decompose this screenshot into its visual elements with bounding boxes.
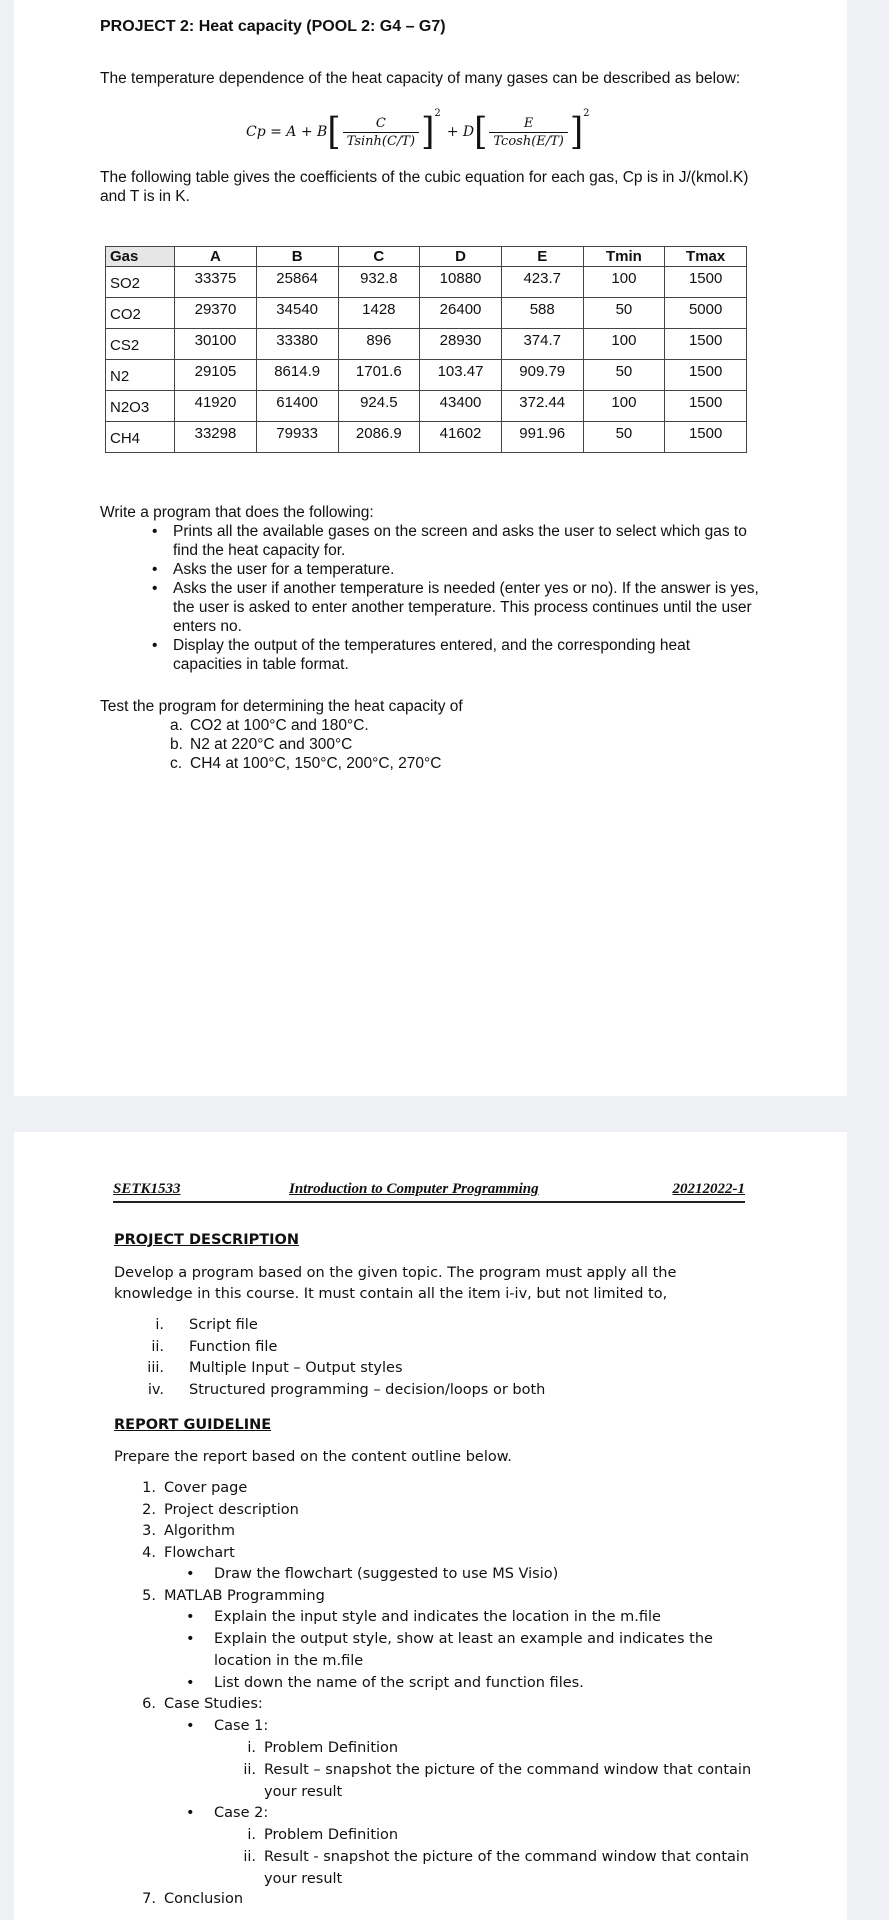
list-item: ii. Result - snapshot the picture of the command window that contain your result [243,1849,750,1887]
column-header: C [338,247,420,267]
intro-paragraph: The temperature dependence of the heat capacity of many gases can be described as below: [100,70,741,87]
list-item: • Explain the output style, show at least an example and indicates the location in the m.file [186,1631,713,1669]
table-cell: 50 [583,360,665,391]
gas-coefficient-table [105,246,747,453]
list-item: 7. Conclusion [142,1891,244,1907]
table-cell: 100 [583,391,665,422]
table-cell: 588 [501,298,583,329]
table-header-row [106,247,747,267]
list-item: • Display the output of the temperatures entered, and the corresponding heat capacities in table format. [100,636,760,674]
table-cell: 10880 [420,267,502,298]
table-cell: 33380 [256,329,338,360]
list-item: • Prints all the available gases on the screen and asks the user to select which gas to find the heat capacity for. [100,522,760,560]
project-title: PROJECT 2: Heat capacity (POOL 2: G4 – G7) [100,18,446,35]
table-cell: 1500 [665,360,747,391]
project-description-heading: PROJECT DESCRIPTION [114,1232,299,1248]
table-cell: 372.44 [501,391,583,422]
table-cell: 374.7 [501,329,583,360]
table-cell: 41602 [420,422,502,453]
column-header: E [501,247,583,267]
table-cell: 100 [583,267,665,298]
formula-term1-numerator: C [375,115,386,131]
table-cell: 41920 [175,391,257,422]
report-outline [114,1478,754,1564]
gas-name-cell: N2O3 [106,391,175,422]
test-cases-list [100,716,441,773]
table-cell: 932.8 [338,267,420,298]
table-cell: 423.7 [501,267,583,298]
table-cell: 34540 [256,298,338,329]
table-cell: 33375 [175,267,257,298]
table-cell: 1500 [665,329,747,360]
table-row [106,267,747,298]
table-cell: 43400 [420,391,502,422]
list-item: 4. Flowchart [142,1544,235,1561]
table-cell: 28930 [420,329,502,360]
list-item: 5. MATLAB Programming [142,1588,325,1604]
table-cell: 25864 [256,267,338,298]
formula-power-1: 2 [434,108,441,119]
case-2-bullet [114,1803,774,1825]
column-header: A [175,247,257,267]
case-1-bullet [114,1716,774,1738]
formula-term2-numerator: E [523,115,534,131]
matlab-bullets [114,1607,774,1695]
gas-name-cell: SO2 [106,267,175,298]
table-cell: 26400 [420,298,502,329]
list-item: 1. Cover page [142,1480,248,1496]
column-header: D [420,247,502,267]
list-item: c. CH4 at 100°C, 150°C, 200°C, 270°C [170,755,442,772]
gas-name-cell: CS2 [106,329,175,360]
course-header [113,1181,745,1203]
formula-lhs: Cp = A + B [246,124,328,140]
course-code: SETK1533 [113,1181,181,1197]
table-cell: 924.5 [338,391,420,422]
table-cell: 103.47 [420,360,502,391]
report-outline-7 [114,1889,754,1911]
heat-capacity-formula: Cp = A + B [ $\frac{C}{Tsinh(C/T)}$ ] 2 + D [ $\frac{E}{Tcosh(E/T)}$ ] 2 [246,108,590,154]
gas-name-cell: CH4 [106,422,175,453]
table-cell: 79933 [256,422,338,453]
gas-name-cell: N2 [106,360,175,391]
requirements-list [100,522,760,674]
list-item: ii. Result – snapshot the picture of the command window that contain your result [243,1762,752,1800]
table-cell: 50 [583,298,665,329]
list-item: • Asks the user for a temperature. [100,560,760,579]
formula-power-2: 2 [583,108,590,119]
list-item: • Case 2: [186,1805,269,1821]
report-outline-6 [114,1694,754,1716]
report-outline-5 [114,1586,754,1608]
table-cell: 1428 [338,298,420,329]
case-2-items [114,1825,774,1891]
course-name: Introduction to Computer Programming [289,1181,539,1197]
table-row [106,422,747,453]
column-header: Tmin [583,247,665,267]
table-cell: 5000 [665,298,747,329]
gas-name-cell: CO2 [106,298,175,329]
list-item: • Case 1: [186,1718,269,1734]
course-session: 20212022-1 [672,1181,745,1197]
write-program-text: Write a program that does the following: [100,504,374,521]
formula-term1-denominator: Tsinh(C/T) [343,132,419,149]
list-item: i. Problem Definition [247,1827,399,1843]
table-cell: 1701.6 [338,360,420,391]
list-item: a. CO2 at 100°C and 180°C. [170,717,369,734]
table-row [106,329,747,360]
table-cell: 991.96 [501,422,583,453]
list-item: 6. Case Studies: [142,1696,263,1712]
table-cell: 896 [338,329,420,360]
list-item: • List down the name of the script and function files. [186,1675,584,1691]
list-item: b. N2 at 220°C and 300°C [170,736,353,753]
column-header: Gas [106,247,175,267]
list-item: i. Problem Definition [247,1740,399,1756]
formula-plus-d: + D [446,124,475,140]
column-header: Tmax [665,247,747,267]
table-cell: 8614.9 [256,360,338,391]
list-item: • Draw the flowchart (suggested to use MS Visio) [186,1566,559,1582]
table-cell: 30100 [175,329,257,360]
table-cell: 29105 [175,360,257,391]
table-cell: 100 [583,329,665,360]
table-cell: 909.79 [501,360,583,391]
list-item: 3. Algorithm [142,1523,236,1540]
flowchart-bullets [114,1564,774,1586]
table-intro: The following table gives the coefficients of the cubic equation for each gas, Cp is in J/(kmol.K) and T is in K. [100,169,749,205]
table-cell: 1500 [665,422,747,453]
formula-term2-denominator: Tcosh(E/T) [489,132,568,149]
list-item: • Asks the user if another temperature is needed (enter yes or no). If the answer is yes, the user is asked to enter another temperature. This process continues until the user enters no. [100,579,760,636]
table-cell: 1500 [665,391,747,422]
report-guideline-heading: REPORT GUIDELINE [114,1417,272,1433]
table-cell: 33298 [175,422,257,453]
column-header: B [256,247,338,267]
table-cell: 29370 [175,298,257,329]
table-cell: 50 [583,422,665,453]
list-item: • Explain the input style and indicates the location in the m.file [186,1609,661,1625]
table-cell: 2086.9 [338,422,420,453]
table-row [106,298,747,329]
project-description-text: Develop a program based on the given topic. The program must apply all the knowledge in this course. It must contain all the item i-iv, but not limited to, [114,1265,677,1302]
test-intro: Test the program for determining the heat capacity of [100,698,463,715]
list-item: 2. Project description [142,1501,299,1518]
table-row [106,360,747,391]
table-cell: 61400 [256,391,338,422]
report-intro: Prepare the report based on the content outline below. [114,1449,512,1465]
case-1-items [114,1738,774,1804]
table-row [106,391,747,422]
table-cell: 1500 [665,267,747,298]
